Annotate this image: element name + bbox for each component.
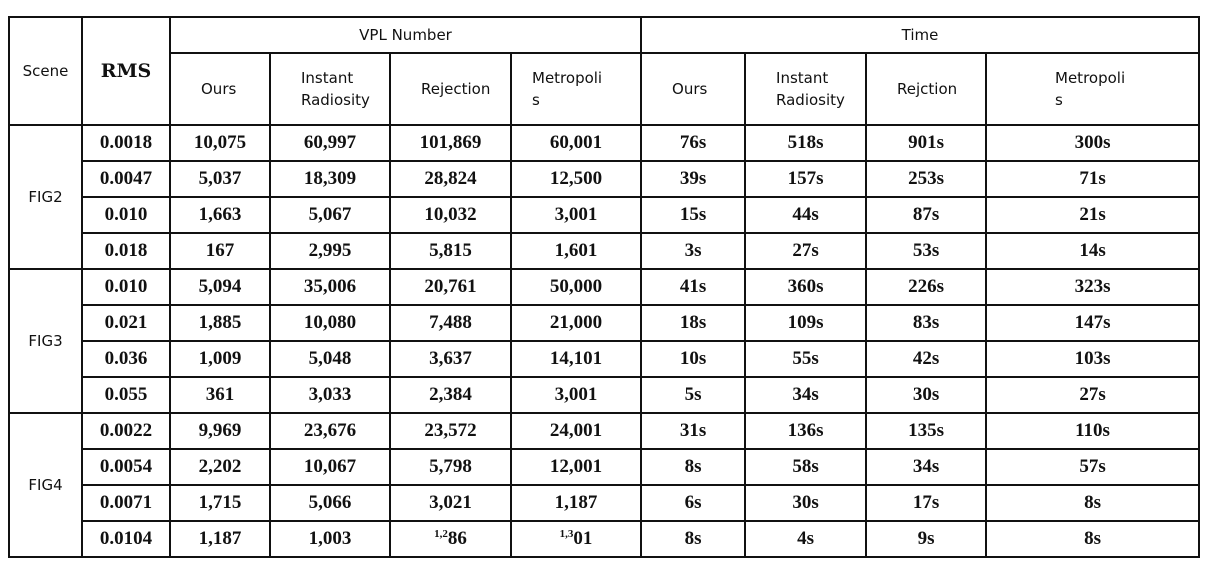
vpl-rejection-cell: 28,824 xyxy=(390,161,511,197)
time-rejection-cell: 83s xyxy=(866,305,986,341)
vpl-ours-cell: 167 xyxy=(170,233,270,269)
table-row xyxy=(9,233,1199,269)
vpl-ours-cell: 361 xyxy=(170,377,270,413)
time-ours-cell: 10s xyxy=(641,341,745,377)
time-metropolis-cell: 27s xyxy=(986,377,1199,413)
vpl-number-header xyxy=(170,17,641,53)
time-col-metropolis xyxy=(986,53,1199,125)
vpl-ours-cell: 5,037 xyxy=(170,161,270,197)
rms-cell: 0.0047 xyxy=(82,161,170,197)
vpl-metropolis-cell: 3,001 xyxy=(511,377,641,413)
rms-header-label: RMS xyxy=(100,60,152,82)
time-col-rejection-label: Rejction xyxy=(897,80,958,98)
table-row xyxy=(9,269,1199,305)
vpl-instant-radiosity-cell: 1,003 xyxy=(270,521,390,557)
vpl-metropolis-cell: 24,001 xyxy=(511,413,641,449)
vpl-rejection-cell: 3,637 xyxy=(390,341,511,377)
rms-cell: 0.021 xyxy=(82,305,170,341)
time-rejection-cell: 53s xyxy=(866,233,986,269)
time-col-instant-radiosity xyxy=(745,53,866,125)
rms-cell: 0.0071 xyxy=(82,485,170,521)
vpl-instant-radiosity-cell: 60,997 xyxy=(270,125,390,161)
vpl-rejection-cell: 5,798 xyxy=(390,449,511,485)
time-ours-cell: 18s xyxy=(641,305,745,341)
rms-cell: 0.036 xyxy=(82,341,170,377)
rms-cell: 0.010 xyxy=(82,197,170,233)
time-rejection-cell: 87s xyxy=(866,197,986,233)
vpl-ours-cell: 5,094 xyxy=(170,269,270,305)
time-rejection-cell: 17s xyxy=(866,485,986,521)
time-metropolis-cell: 8s xyxy=(986,485,1199,521)
vpl-ours-cell: 10,075 xyxy=(170,125,270,161)
vpl-rejection-cell: 23,572 xyxy=(390,413,511,449)
scene-cell: FIG4 xyxy=(9,413,82,557)
vpl-metropolis-cell: 1,187 xyxy=(511,485,641,521)
vpl-col-ours-label: Ours xyxy=(201,80,237,98)
cell-value: 01 xyxy=(573,528,593,549)
scene-header-label: Scene xyxy=(22,62,69,80)
time-instant-radiosity-cell: 58s xyxy=(745,449,866,485)
time-rejection-cell: 30s xyxy=(866,377,986,413)
time-header xyxy=(641,17,1199,53)
time-instant-radiosity-cell: 109s xyxy=(745,305,866,341)
vpl-metropolis-cell: 1,601 xyxy=(511,233,641,269)
results-table xyxy=(8,16,1200,558)
vpl-number-header-label: VPL Number xyxy=(359,26,452,44)
time-ours-cell: 41s xyxy=(641,269,745,305)
vpl-instant-radiosity-cell: 10,080 xyxy=(270,305,390,341)
scene-cell: FIG3 xyxy=(9,269,82,413)
time-ours-cell: 6s xyxy=(641,485,745,521)
time-col-rejection xyxy=(866,53,986,125)
vpl-rejection-cell: 5,815 xyxy=(390,233,511,269)
time-instant-radiosity-cell: 157s xyxy=(745,161,866,197)
time-instant-radiosity-cell: 136s xyxy=(745,413,866,449)
vpl-ours-cell: 1,885 xyxy=(170,305,270,341)
time-rejection-cell: 9s xyxy=(866,521,986,557)
rms-cell: 0.055 xyxy=(82,377,170,413)
vpl-rejection-cell: 10,032 xyxy=(390,197,511,233)
time-instant-radiosity-cell: 34s xyxy=(745,377,866,413)
vpl-metropolis-cell: 3,001 xyxy=(511,197,641,233)
rms-cell: 0.0054 xyxy=(82,449,170,485)
vpl-metropolis-cell: 50,000 xyxy=(511,269,641,305)
vpl-metropolis-cell: 12,500 xyxy=(511,161,641,197)
table-row xyxy=(9,161,1199,197)
scene-header xyxy=(9,17,82,125)
time-ours-cell: 8s xyxy=(641,521,745,557)
time-metropolis-cell: 300s xyxy=(986,125,1199,161)
vpl-instant-radiosity-cell: 18,309 xyxy=(270,161,390,197)
time-rejection-cell: 253s xyxy=(866,161,986,197)
time-metropolis-cell: 14s xyxy=(986,233,1199,269)
vpl-ours-cell: 9,969 xyxy=(170,413,270,449)
time-metropolis-cell: 103s xyxy=(986,341,1199,377)
time-rejection-cell: 34s xyxy=(866,449,986,485)
time-instant-radiosity-cell: 360s xyxy=(745,269,866,305)
vpl-metropolis-cell xyxy=(511,521,641,557)
time-metropolis-cell: 57s xyxy=(986,449,1199,485)
time-rejection-cell: 42s xyxy=(866,341,986,377)
rms-cell: 0.0022 xyxy=(82,413,170,449)
time-metropolis-cell: 110s xyxy=(986,413,1199,449)
vpl-rejection-cell: 3,021 xyxy=(390,485,511,521)
time-ours-cell: 76s xyxy=(641,125,745,161)
rms-cell: 0.0018 xyxy=(82,125,170,161)
vpl-metropolis-cell: 12,001 xyxy=(511,449,641,485)
vpl-col-metropolis xyxy=(511,53,641,125)
time-rejection-cell: 901s xyxy=(866,125,986,161)
vpl-col-metropolis-label: Metropoli s xyxy=(532,69,603,109)
time-rejection-cell: 226s xyxy=(866,269,986,305)
footnote-superscript: 1,2 xyxy=(434,528,448,540)
vpl-metropolis-cell: 21,000 xyxy=(511,305,641,341)
vpl-ours-cell: 1,715 xyxy=(170,485,270,521)
rms-cell: 0.0104 xyxy=(82,521,170,557)
vpl-col-instant-radiosity xyxy=(270,53,390,125)
table-row xyxy=(9,125,1199,161)
table-row xyxy=(9,449,1199,485)
vpl-rejection-cell: 20,761 xyxy=(390,269,511,305)
time-col-ours-label: Ours xyxy=(672,80,708,98)
vpl-col-rejection-label: Rejection xyxy=(421,80,491,98)
vpl-ours-cell: 1,187 xyxy=(170,521,270,557)
time-col-instant-radiosity-label: Instant Radiosity xyxy=(776,69,845,109)
table-row xyxy=(9,305,1199,341)
time-ours-cell: 5s xyxy=(641,377,745,413)
time-header-label: Time xyxy=(901,26,939,44)
time-ours-cell: 39s xyxy=(641,161,745,197)
vpl-col-rejection xyxy=(390,53,511,125)
vpl-instant-radiosity-cell: 5,066 xyxy=(270,485,390,521)
table-row xyxy=(9,377,1199,413)
vpl-ours-cell: 1,009 xyxy=(170,341,270,377)
footnote-superscript: 1,3 xyxy=(559,528,574,540)
vpl-rejection-cell xyxy=(390,521,511,557)
time-col-ours xyxy=(641,53,745,125)
time-ours-cell: 31s xyxy=(641,413,745,449)
vpl-rejection-cell: 7,488 xyxy=(390,305,511,341)
time-ours-cell: 8s xyxy=(641,449,745,485)
rms-cell: 0.010 xyxy=(82,269,170,305)
cell-value: 86 xyxy=(447,528,467,549)
time-instant-radiosity-cell: 27s xyxy=(745,233,866,269)
vpl-instant-radiosity-cell: 23,676 xyxy=(270,413,390,449)
vpl-ours-cell: 2,202 xyxy=(170,449,270,485)
vpl-instant-radiosity-cell: 10,067 xyxy=(270,449,390,485)
time-instant-radiosity-cell: 30s xyxy=(745,485,866,521)
table-row xyxy=(9,341,1199,377)
time-metropolis-cell: 21s xyxy=(986,197,1199,233)
table-body xyxy=(9,125,1199,557)
table-row xyxy=(9,521,1199,557)
time-instant-radiosity-cell: 55s xyxy=(745,341,866,377)
vpl-metropolis-cell: 60,001 xyxy=(511,125,641,161)
table-row xyxy=(9,413,1199,449)
time-instant-radiosity-cell: 518s xyxy=(745,125,866,161)
vpl-instant-radiosity-cell: 5,048 xyxy=(270,341,390,377)
time-col-metropolis-label: Metropoli s xyxy=(1055,69,1126,109)
vpl-ours-cell: 1,663 xyxy=(170,197,270,233)
rms-cell: 0.018 xyxy=(82,233,170,269)
time-rejection-cell: 135s xyxy=(866,413,986,449)
vpl-instant-radiosity-cell: 5,067 xyxy=(270,197,390,233)
vpl-metropolis-cell: 14,101 xyxy=(511,341,641,377)
time-ours-cell: 15s xyxy=(641,197,745,233)
vpl-instant-radiosity-cell: 3,033 xyxy=(270,377,390,413)
vpl-col-ours xyxy=(170,53,270,125)
table-row xyxy=(9,485,1199,521)
time-metropolis-cell: 8s xyxy=(986,521,1199,557)
vpl-instant-radiosity-cell: 35,006 xyxy=(270,269,390,305)
vpl-rejection-cell: 2,384 xyxy=(390,377,511,413)
rms-header xyxy=(82,17,170,125)
vpl-rejection-cell: 101,869 xyxy=(390,125,511,161)
scene-cell: FIG2 xyxy=(9,125,82,269)
time-metropolis-cell: 71s xyxy=(986,161,1199,197)
time-ours-cell: 3s xyxy=(641,233,745,269)
vpl-col-instant-radiosity-label: Instant Radiosity xyxy=(301,69,370,109)
time-instant-radiosity-cell: 44s xyxy=(745,197,866,233)
time-metropolis-cell: 147s xyxy=(986,305,1199,341)
time-metropolis-cell: 323s xyxy=(986,269,1199,305)
time-instant-radiosity-cell: 4s xyxy=(745,521,866,557)
vpl-instant-radiosity-cell: 2,995 xyxy=(270,233,390,269)
table-row xyxy=(9,197,1199,233)
